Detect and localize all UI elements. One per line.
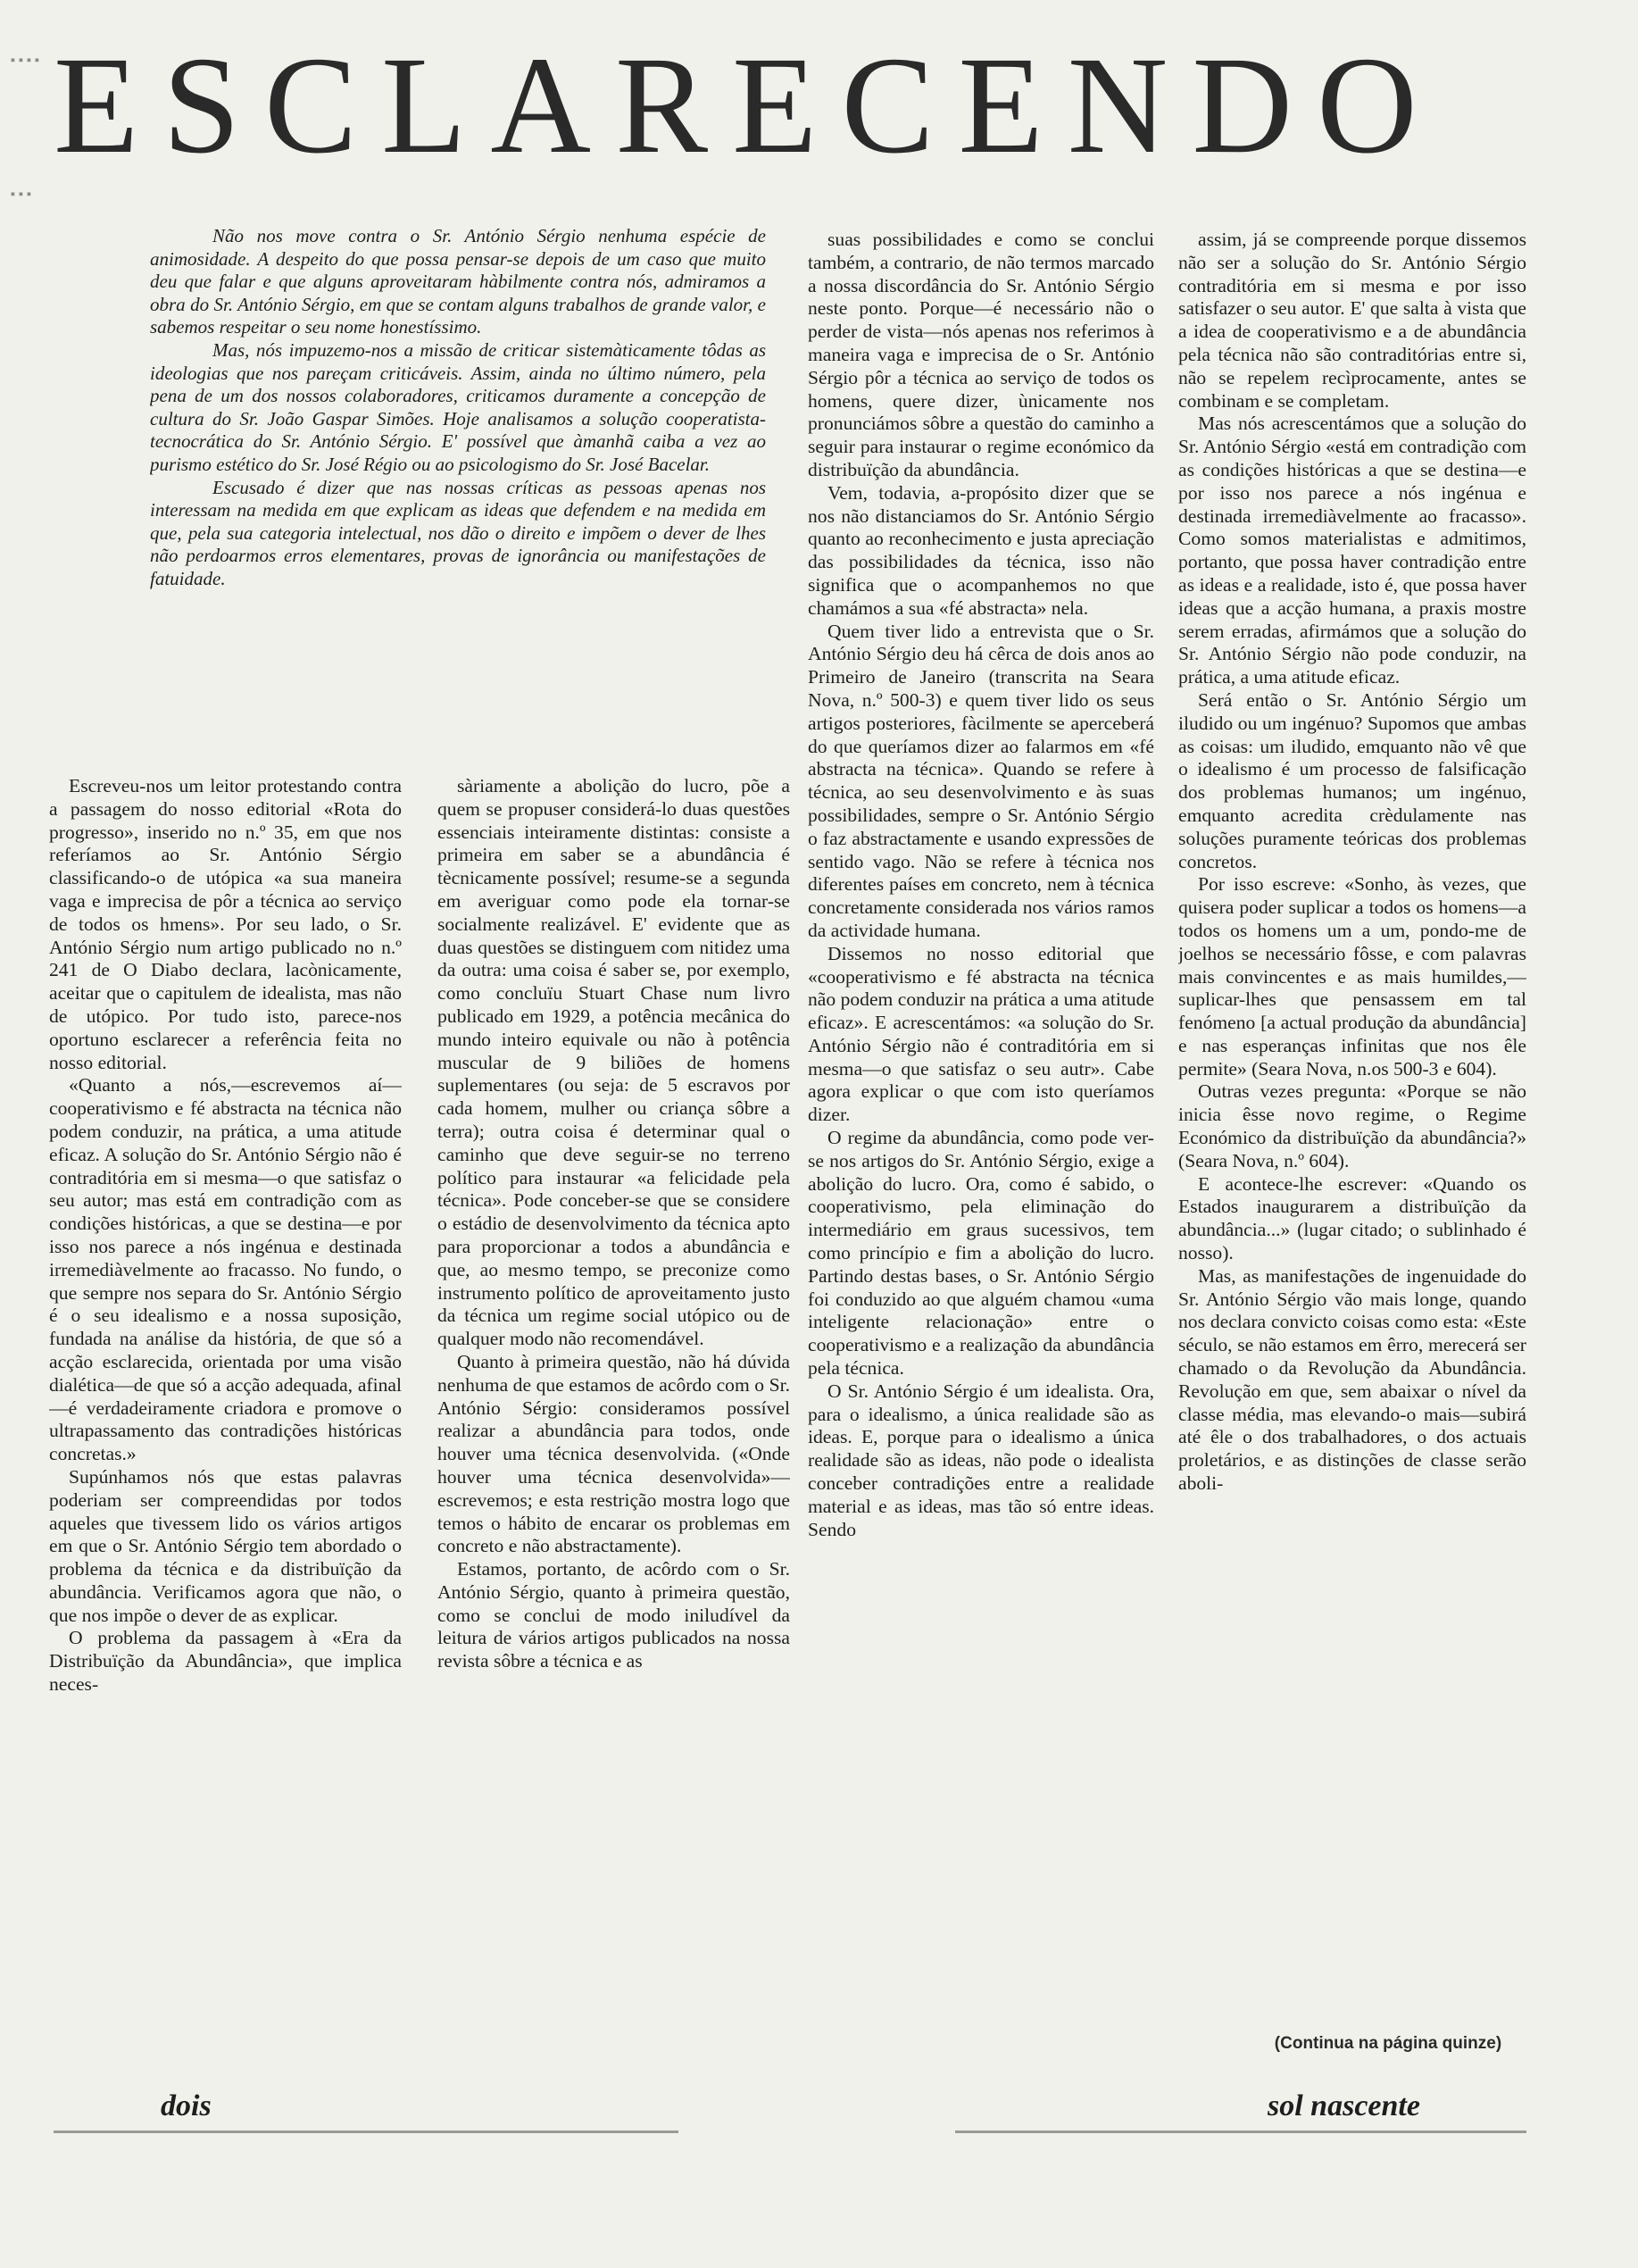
footer-rule-left (54, 2130, 678, 2133)
article-paragraph: sàriamente a abolição do lucro, põe a quem se propuser considerá-lo duas questões essenciais inteiramente distintas: consiste a primeira em saber se a abundância é tècnicamente possível; resume-se a segunda em averiguar como pode ela tornar-se socialmente realizável. E' evidente que as duas questões se distinguem com nitidez uma da outra: uma coisa é saber se, por exemplo, como concluïu Stuart Chase num livro publicado em 1929, a potência mecânica do mundo inteiro equivale ou não à potência muscular de 9 biliões de homens suplementares (ou seja: de 5 escravos por cada homem, mulher ou criança sôbre a terra); outra coisa é determinar qual o caminho que deve seguir-se no terreno político para instaurar «a felicidade pela técnica». Pode conceber-se que se considere o estádio de desenvolvimento da técnica apto para proporcionar a todos a abundância e que, ao mesmo tempo, se preconize como instrumento político de aproveitamento justo da técnica um regime social utópico ou de qualquer modo não recomendável. (437, 775, 790, 1350)
article-paragraph: suas possibilidades e como se conclui também, a contrario, de não termos marcado a nossa discordância do Sr. António Sérgio neste ponto. Porque—é necessário não o perder de vista—nós apenas nos referimos à maneira vaga e imprecisa de o Sr. António Sérgio pôr a técnica ao serviço de todos os homens, quere dizer, ùnicamente nos pronunciámos sôbre a questão do caminho a seguir para instaurar o regime económico da distribuïção da abundância. (808, 229, 1154, 480)
intro-paragraph: Não nos move contra o Sr. António Sérgio nenhuma espécie de animosidade. A despeito do que possa pensar-se depois de um caso que muito deu que falar e que alguns aproveitaram hàbilmente contra nós, admiramos a obra do Sr. António Sérgio, em que se contam alguns trabalhos de grande valor, e sabemos respeitar o seu nome honestíssimo. (150, 225, 766, 338)
footer-rule-right (955, 2130, 1526, 2133)
article-column-3 (808, 229, 1154, 2073)
article-paragraph: O problema da passagem à «Era da Distribuïção da Abundância», que implica neces- (49, 1627, 402, 1696)
article-paragraph: Supúnhamos nós que estas palavras poderiam ser compreendidas por todos aqueles que tivessem lido os vários artigos em que o Sr. António Sérgio tem abordado o problema da técnica e da distribuïção da abundância. Verificamos agora que não, o que nos impõe o dever de as explicar. (49, 1465, 402, 1626)
article-paragraph: E acontece-lhe escrever: «Quando os Estados inaugurarem a distribuïção da abundância...» (lugar citado; o sublinhado é nosso). (1178, 1172, 1526, 1264)
article-column-2 (437, 775, 790, 2074)
article-paragraph: Mas nós acrescentámos que a solução do Sr. António Sérgio «está em contradição com as condições históricas a que se destina—e por isso nos parece a nós ingénua e destinada irremediàvelmente ao fracasso». Como somos materialistas e admitimos, portanto, que possa haver contradição entre as ideas e a realidade, isto é, que possa haver ideas que a acção humana, a praxis mostre serem erradas, afirmámos que a solução do Sr. António Sérgio não pode conduzir, na prática, a uma atitude eficaz. (1178, 413, 1526, 688)
article-paragraph: Quanto à primeira questão, não há dúvida nenhuma de que estamos de acôrdo com o Sr. António Sérgio: consideramos possível realizar a abundância para todos, onde houver uma técnica desenvolvida. («Onde houver uma técnica desenvolvida»—escrevemos; e esta restrição mostra logo que temos o hábito de encarar os problemas em concreto e não abstractamente). (437, 1350, 790, 1557)
article-paragraph: O Sr. António Sérgio é um idealista. Ora, para o idealismo, a única realidade são as ideas. E, porque para o idealismo a única realidade são as ideas, não pode o idealista conceber contradições entre a realidade material e as ideas, mas tão só entre ideas. Sendo (808, 1380, 1154, 1540)
edge-residue: ▪▪▪ (9, 188, 34, 203)
edge-residue: ▪▪▪▪ (9, 54, 42, 69)
page-title: ESCLARECENDO (54, 28, 1442, 182)
intro-paragraph: Escusado é dizer que nas nossas críticas as pessoas apenas nos interessam na medida em que explicam as ideas que defendem e na medida em que, pela sua categoria intelectual, nos dão o direito e impõem o dever de lhes não perdoarmos erros elementares, provas de ignorância ou manifestações de fatuidade. (150, 476, 766, 589)
article-column-1 (49, 775, 402, 2074)
article-paragraph: «Quanto a nós,—escrevemos aí—cooperativismo e fé abstracta na técnica não podem conduzir, na prática, a uma atitude eficaz. A solução do Sr. António Sérgio não é contraditória em si mesma—o que satisfaz o seu autor; mas está em contradição com as condições históricas, a que se destina—e por isso nos parece a nós ingénua e destinada irremediàvelmente ao fracasso. No fundo, o que sempre nos separa do Sr. António Sérgio é o seu idealismo e a nossa suposição, fundada na análise da história, de que só a acção esclarecida, orientada por uma visão dialética—de que só a acção adequada, afinal—é verdadeiramente criadora e promove o ultrapassamento das contradições históricas concretas.» (49, 1074, 402, 1465)
article-paragraph: Estamos, portanto, de acôrdo com o Sr. António Sérgio, quanto à primeira questão, como se conclui de modo iniludível da leitura de vários artigos publicados na nossa revista sôbre a técnica e as (437, 1558, 790, 1672)
publication-name-footer: sol nascente (1268, 2089, 1420, 2122)
article-paragraph: Mas, as manifestações de ingenuidade do Sr. António Sérgio vão mais longe, quando nos declara convicto coisas como esta: «Este século, se não estamos em êrro, merecerá ser chamado o da Revolução da Abundância. Revolução em que, sem abaixar o nível da classe média, mas elevando-o mais—subirá até êle o dos trabalhadores, o dos actuais proletários, e as distinções de classe serão aboli- (1178, 1264, 1526, 1495)
article-paragraph: Será então o Sr. António Sérgio um iludido ou um ingénuo? Supomos que ambas as coisas: um iludido, emquanto não vê que o idealismo é um processo de falsificação dos problemas humanos; um ingénuo, emquanto acredita crèdulamente nas soluções puramente teóricas dos problemas concretos. (1178, 688, 1526, 872)
article-paragraph: assim, já se compreende porque dissemos não ser a solução do Sr. António Sérgio contraditória em si mesma e por isso satisfazer o seu autor. E' que salta à vista que a idea de cooperativismo e a de abundância pela técnica não são contraditórias entre si, não se repelem recìprocamente, antes se combinam e se completam. (1178, 229, 1526, 412)
article-paragraph: Por isso escreve: «Sonho, às vezes, que quisera poder suplicar a todos os homens—a todos os homens um a um, pondo-me de joelhos se necessário fôsse, e com palavras mais convincentes e as mais humildes,—suplicar-lhes que pensassem em tal fenómeno [a actual produção da abundância] e nas esperanças infinitas que nos êle permite» (Seara Nova, n.os 500-3 e 604). (1178, 873, 1526, 1080)
intro-paragraph: Mas, nós impuzemo-nos a missão de criticar sistemàticamente tôdas as ideologias que nos pareçam criticáveis. Assim, ainda no último número, pela pena de um dos nossos colaboradores, criticamos duramente a concepção de cultura do Sr. João Gaspar Simões. Hoje analisamos a solução cooperatista-tecnocrática do Sr. António Sérgio. E' possível que àmanhã caiba a vez ao purismo estético do Sr. José Régio ou ao psicologismo do Sr. José Bacelar. (150, 338, 766, 475)
article-paragraph: Dissemos no nosso editorial que «cooperativismo e fé abstracta na técnica não podem conduzir na prática a uma atitude eficaz». E acrescentámos: «a solução do Sr. António Sérgio não é contraditória em si mesma—o que satisfaz o seu autr». Cabe agora explicar o que com isto queríamos dizer. (808, 942, 1154, 1126)
article-paragraph: Vem, todavia, a-propósito dizer que se nos não distanciamos do Sr. António Sérgio quanto ao reconhecimento e justa apreciação das possibilidades da técnica, isso não significa que o acompanhemos no que chamámos a sua «fé abstracta» nela. (808, 481, 1154, 619)
page-number-footer: dois (161, 2089, 212, 2122)
continued-note: (Continua na página quinze) (1274, 2034, 1502, 2053)
article-paragraph: Escreveu-nos um leitor protestando contra a passagem do nosso editorial «Rota do progresso», inserido no n.º 35, em que nos referíamos ao Sr. António Sérgio classificando-o de utópica «a sua maneira vaga e imprecisa de pôr a técnica ao serviço de todos os hmens». Por seu lado, o Sr. António Sérgio num artigo publicado no n.º 241 de O Diabo declara, lacònicamente, aceitar que o capitulem de idealista, mas não de utópico. Por tudo isto, parece-nos oportuno esclarecer a referência feita no nosso editorial. (49, 775, 402, 1073)
article-column-4 (1178, 229, 1526, 2032)
article-paragraph: Outras vezes pregunta: «Porque se não inicia êsse novo regime, o Regime Económico da distribuïção da abundância?» (Seara Nova, n.º 604). (1178, 1080, 1526, 1172)
article-paragraph: O regime da abundância, como pode ver-se nos artigos do Sr. António Sérgio, exige a abolição do lucro. Ora, como é sabido, o cooperativismo, pela eliminação do intermediário em graus sucessivos, tem como princípio e fim a abolição do lucro. Partindo destas bases, o Sr. António Sérgio foi conduzido ao que alguém chamou «uma inteligente relacionação» entre o cooperativismo e a realização da abundância pela técnica. (808, 1127, 1154, 1380)
article-paragraph: Quem tiver lido a entrevista que o Sr. António Sérgio deu há cêrca de dois anos ao Primeiro de Janeiro (transcrita na Seara Nova, n.º 500-3) e quem tiver lido os seus artigos posteriores, fàcilmente se aperceberá do que queríamos dizer ao falarmos em «fé abstracta na técnica». Quando se refere à técnica, ao seu desenvolvimento e às suas possibilidades, sempre o Sr. António Sérgio o faz abstractamente e usando expressões de sentido vago. Não se refere à técnica nos diferentes países em concreto, nem à técnica concretamente considerada nos vários ramos da actividade humana. (808, 620, 1154, 941)
intro-block (150, 225, 766, 743)
